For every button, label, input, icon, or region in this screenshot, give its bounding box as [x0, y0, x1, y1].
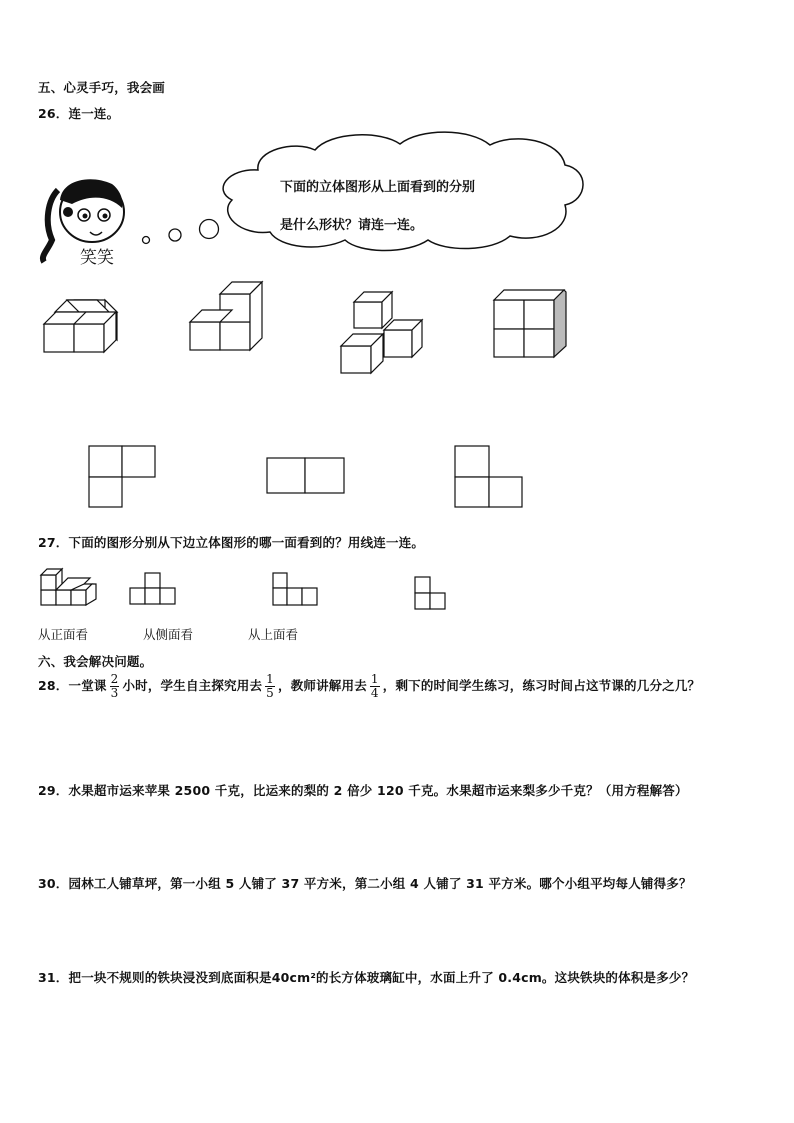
question-26-label: 26．连一连。 — [38, 106, 120, 121]
section-5-title: 五、心灵手巧，我会画 — [38, 80, 166, 95]
q28-text-3: ，教师讲解用去 — [278, 678, 367, 693]
q27-solid-figure — [41, 569, 96, 605]
cloud-text-line-1: 下面的立体图形从上面看到的分别 — [280, 180, 476, 195]
question-29: 29．水果超市运来苹果 2500 千克，比运来的梨的 2 倍少 120 千克。水果超市运来梨多少千克？（用方程解答） — [38, 783, 688, 798]
question-27-label: 27．下面的图形分别从下边立体图形的哪一面看到的？用线连一连。 — [38, 535, 425, 550]
caption-top-view: 从上面看 — [248, 627, 299, 642]
view-shape-c — [415, 577, 445, 609]
view-shape-a — [130, 573, 175, 604]
fraction-two-thirds: $\frac{2}{3}$ — [110, 672, 119, 700]
q28-text-2: 小时，学生自主探究用去 — [122, 678, 263, 693]
caption-side-view: 从侧面看 — [143, 627, 194, 642]
question-30: 30．园林工人铺草坪，第一小组 5 人铺了 37 平方米，第二小组 4 人铺了 31 平方米。哪个小组平均每人铺得多？ — [38, 876, 692, 891]
q28-text-1: 28．一堂课 — [38, 678, 107, 693]
view-shape-b — [273, 573, 317, 605]
fraction-one-fifth: $\frac{1}{5}$ — [266, 672, 274, 700]
caption-front-view: 从正面看 — [38, 627, 89, 642]
section-6-title: 六、我会解决问题。 — [38, 654, 153, 669]
fraction-one-fourth: $\frac{1}{4}$ — [370, 672, 379, 700]
question-28 — [38, 671, 700, 701]
q28-text-4: ，剩下的时间学生练习，练习时间占这节课的几分之几？ — [382, 678, 701, 693]
cloud-text-line-2: 是什么形状？请连一连。 — [280, 218, 424, 233]
question-31: 31．把一块不规则的铁块浸没到底面积是40cm²的长方体玻璃缸中，水面上升了 0.4cm。这块铁块的体积是多少？ — [38, 970, 695, 985]
girl-name-label: 笑笑 — [80, 248, 114, 268]
